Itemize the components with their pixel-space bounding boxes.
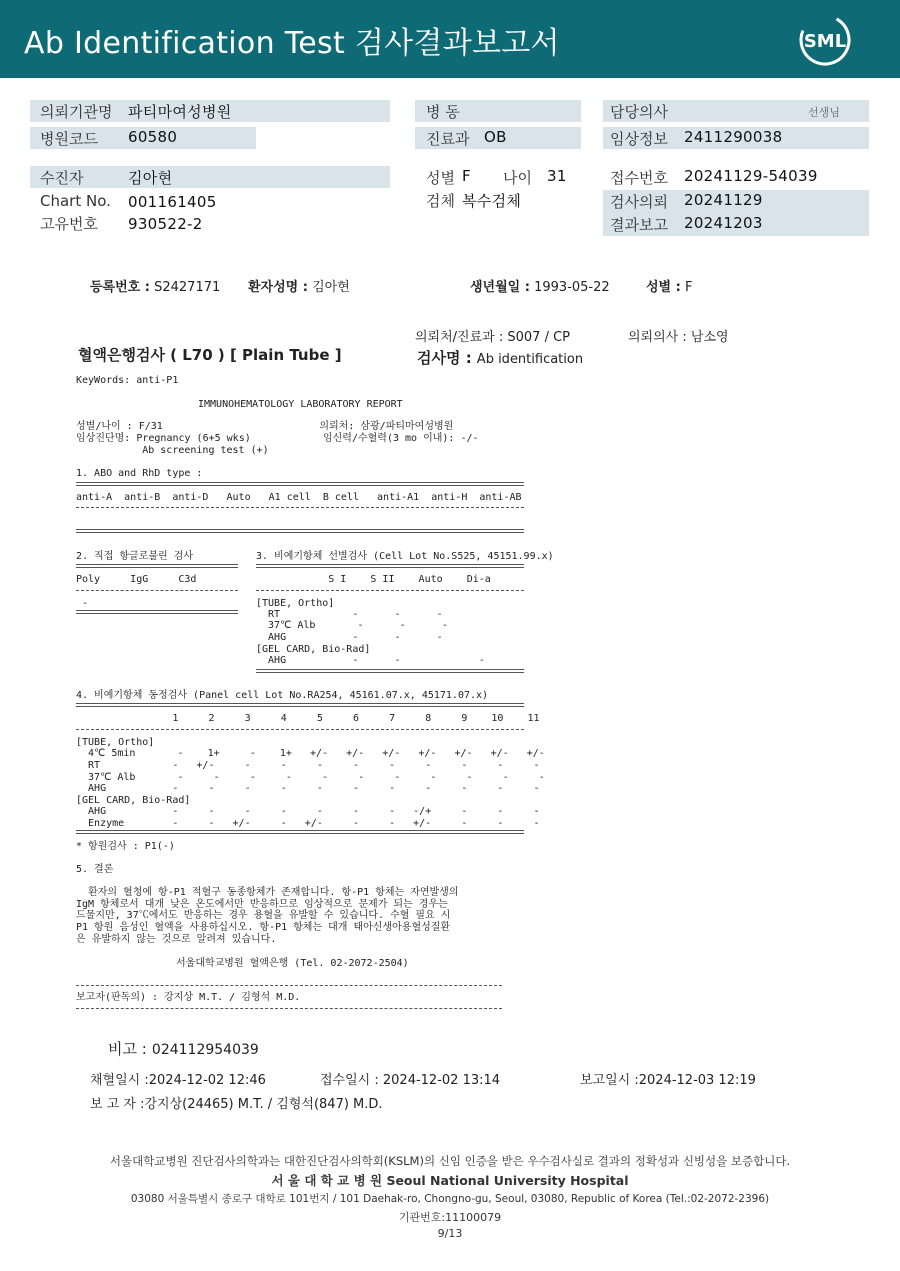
panel-row: Enzyme - - +/- - +/- - - +/- - - - [76,818,540,829]
patient-value: 김아현 [128,169,173,187]
separator [76,564,238,568]
test-name-label: 검사명 : [417,349,472,367]
panel-header: 1 2 3 4 5 6 7 8 9 10 11 [76,713,540,724]
conclusion-line: P1 항원 음성인 혈액을 사용하십시오. 항-P1 항체는 대개 태아신생아용혈성질환 [76,922,451,933]
dob-label: 생년월일 : [470,280,530,295]
req-doc-value: 남소영 [690,330,729,345]
dept-value: OB [484,128,507,146]
screen-row: AHG - - - [256,632,443,643]
panel-row: RT - +/- - - - - - - - - - [76,760,540,771]
reporter [90,1093,383,1112]
receipt-label: 접수번호 [610,169,668,187]
screen-row: [GEL CARD, Bio-Rad] [256,644,371,655]
antigen-test: * 항원검사 : P1(-) [76,841,175,852]
specimen-value: 복수검체 [462,192,522,210]
separator [76,610,238,614]
certification-text: 서울대학교병원 진단검사의학과는 대한진단검사의학회(KSLM)의 신임 인증을 받은 우수검사실로 결과의 정확성과 신빙성을 보증합니다. [109,1154,791,1168]
dob [470,276,610,295]
age-label: 나이 [503,169,532,187]
separator [76,729,524,730]
conclusion-line: 드물지만, 37℃에서도 반응하는 경우 용혈을 유발할 수 있습니다. 수혈 필요 시 [76,910,451,921]
reporter-label: 보 고 자 : [90,1097,145,1112]
report-line-3: Ab screening test (+) [76,445,269,456]
institution-number: 기관번호:11100079 [398,1211,502,1224]
report-sex-label: 성별 : [646,280,681,295]
unique-value: 930522-2 [128,215,203,233]
panel-row: [GEL CARD, Bio-Rad] [76,795,191,806]
lab-title: IMMUNOHEMATOLOGY LABORATORY REPORT [198,399,403,410]
receipt-value: 20241129-54039 [684,167,818,185]
receive-time [320,1069,500,1088]
note [108,1038,259,1059]
report-line-2: 임상진단명: Pregnancy (6+5 wks) 임신력/수혈력(3 mo 이내): -/- [76,433,479,444]
unique-label: 고유번호 [40,215,98,233]
reg-label: 등록번호 : [90,280,150,295]
source-value: S007 / CP [507,330,571,345]
patient-label: 수진자 [40,169,84,187]
report-time [580,1069,756,1088]
abo-title: 1. ABO and RhD type : [76,468,203,479]
source [415,326,570,345]
separator [76,482,524,486]
sex-label: 성별 [426,169,455,187]
conclusion-title: 5. 결론 [76,864,114,875]
separator [76,1008,502,1009]
patient-name [248,276,350,295]
screen-title: 3. 비예기항체 선별검사 (Cell Lot No.S525, 45151.99.x) [256,551,554,562]
page-title: Ab Identification Test 검사결과보고서 [24,26,560,61]
panel-row: 4℃ 5min - 1+ - 1+ +/- +/- +/- +/- +/- +/- +/- [76,748,545,759]
doctor-suffix: 선생님 [808,106,840,119]
chart-label: Chart No. [40,192,111,210]
screen-row: 37℃ Alb - - - [256,620,448,631]
separator [256,564,524,568]
panel-row: AHG - - - - - - - -/+ - - - [76,806,540,817]
separator [76,703,524,707]
dept-label: 진료과 [426,130,470,148]
hospital-code-label: 병원코드 [40,130,98,148]
screen-row: AHG - - - [256,655,485,666]
source-label: 의뢰처/진료과 : [415,330,504,345]
reg-value: S2427171 [154,280,221,295]
hospital-code-value: 60580 [128,128,178,146]
report-signer: 보고자(판독의) : 강지상 M.T. / 김형석 M.D. [76,992,301,1003]
abo-columns: anti-A anti-B anti-D Auto A1 cell B cell anti-A1 anti-H anti-AB [76,492,522,503]
chart-value: 001161405 [128,193,217,211]
separator [256,669,524,673]
reporter-value: 강지상(24465) M.T. / 김형석(847) M.D. [144,1097,383,1112]
reg-no [90,276,220,295]
dob-value: 1993-05-22 [534,280,610,295]
sml-logo [792,12,858,68]
doctor-label: 담당의사 [610,103,668,121]
conclusion-line: 은 유발하지 않는 것으로 알려져 있습니다. [76,934,277,945]
page-number: 9/13 [437,1227,463,1240]
result-value: 20241203 [684,214,763,232]
dat-title: 2. 직접 항글로불린 검사 [76,551,194,562]
collect-time [90,1069,266,1088]
panel-row: [TUBE, Ortho] [76,737,155,748]
panel-row: AHG - - - - - - - - - - - [76,783,540,794]
separator [256,590,524,591]
report-sex-value: F [684,280,693,295]
screen-row: [TUBE, Ortho] [256,598,335,609]
address: 03080 서울특별시 종로구 대학로 101번지 / 101 Daehak-ro, Chongno-gu, Seoul, 03080, Republic of Korea (Tel.:02-2072-2396) [130,1193,770,1205]
separator [76,590,238,591]
separator [76,507,524,508]
keywords: KeyWords: anti-P1 [76,375,179,386]
age-value: 31 [547,167,567,185]
dat-columns: Poly IgG C3d [76,574,197,585]
patient-bar [30,166,390,188]
logo-text: SML [803,31,847,52]
request-value: 20241129 [684,191,763,209]
specimen-label: 검체 [426,192,455,210]
result-label: 결과보고 [610,216,668,234]
receive-label: 접수일시 : [320,1073,379,1088]
report-sex [646,276,692,295]
panel-title: 4. 비예기항체 동정검사 (Panel cell Lot No.RA254, 45161.07.x, 45171.07.x) [76,690,489,701]
collect-value: 2024-12-02 12:46 [148,1073,266,1088]
hospital-name: 서 울 대 학 교 병 원 Seoul National University Hospital [271,1173,629,1188]
section-title: 혈액은행검사 ( L70 ) [ Plain Tube ] [78,346,342,364]
report-label: 보고일시 : [580,1073,639,1088]
ward-label: 병 동 [426,103,460,121]
collect-label: 채혈일시 : [90,1073,149,1088]
report-line-1: 성별/나이 : F/31 의뢰처: 삼광/파티마여성병원 [76,421,454,432]
req-doc-label: 의뢰의사 : [628,330,687,345]
screen-row: RT - - - [256,609,443,620]
separator [76,529,524,533]
test-name-value: Ab identification [476,352,584,367]
conclusion-line: IgM 항체로서 대개 낮은 온도에서만 반응하므로 임상적으로 문제가 되는 경우는 [76,899,448,910]
blood-bank: 서울대학교병원 혈액은행 (Tel. 02-2072-2504) [176,958,409,969]
clinical-value: 2411290038 [684,128,783,146]
test-name [417,347,583,368]
dat-value: - [76,598,89,609]
note-value: 024112954039 [151,1042,259,1058]
screen-columns: S I S II Auto Di-a [256,574,491,585]
request-label: 검사의뢰 [610,193,668,211]
conclusion-line: 환자의 혈청에 항-P1 적혈구 동종항체가 존재합니다. 항-P1 항체는 자연발생의 [76,887,459,898]
separator [76,830,524,834]
name-value: 김아현 [312,280,350,295]
note-label: 비고 : [108,1040,147,1058]
report-value: 2024-12-03 12:19 [638,1073,756,1088]
institution-label: 의뢰기관명 [40,103,113,121]
institution-value: 파티마여성병원 [128,103,232,121]
sex-value: F [462,167,471,185]
clinical-label: 임상정보 [610,130,668,148]
receive-value: 2024-12-02 13:14 [382,1073,501,1088]
request-doctor [628,326,729,345]
name-label: 환자성명 : [248,280,308,295]
panel-row: 37℃ Alb - - - - - - - - - - - [76,772,545,783]
separator [76,985,502,986]
